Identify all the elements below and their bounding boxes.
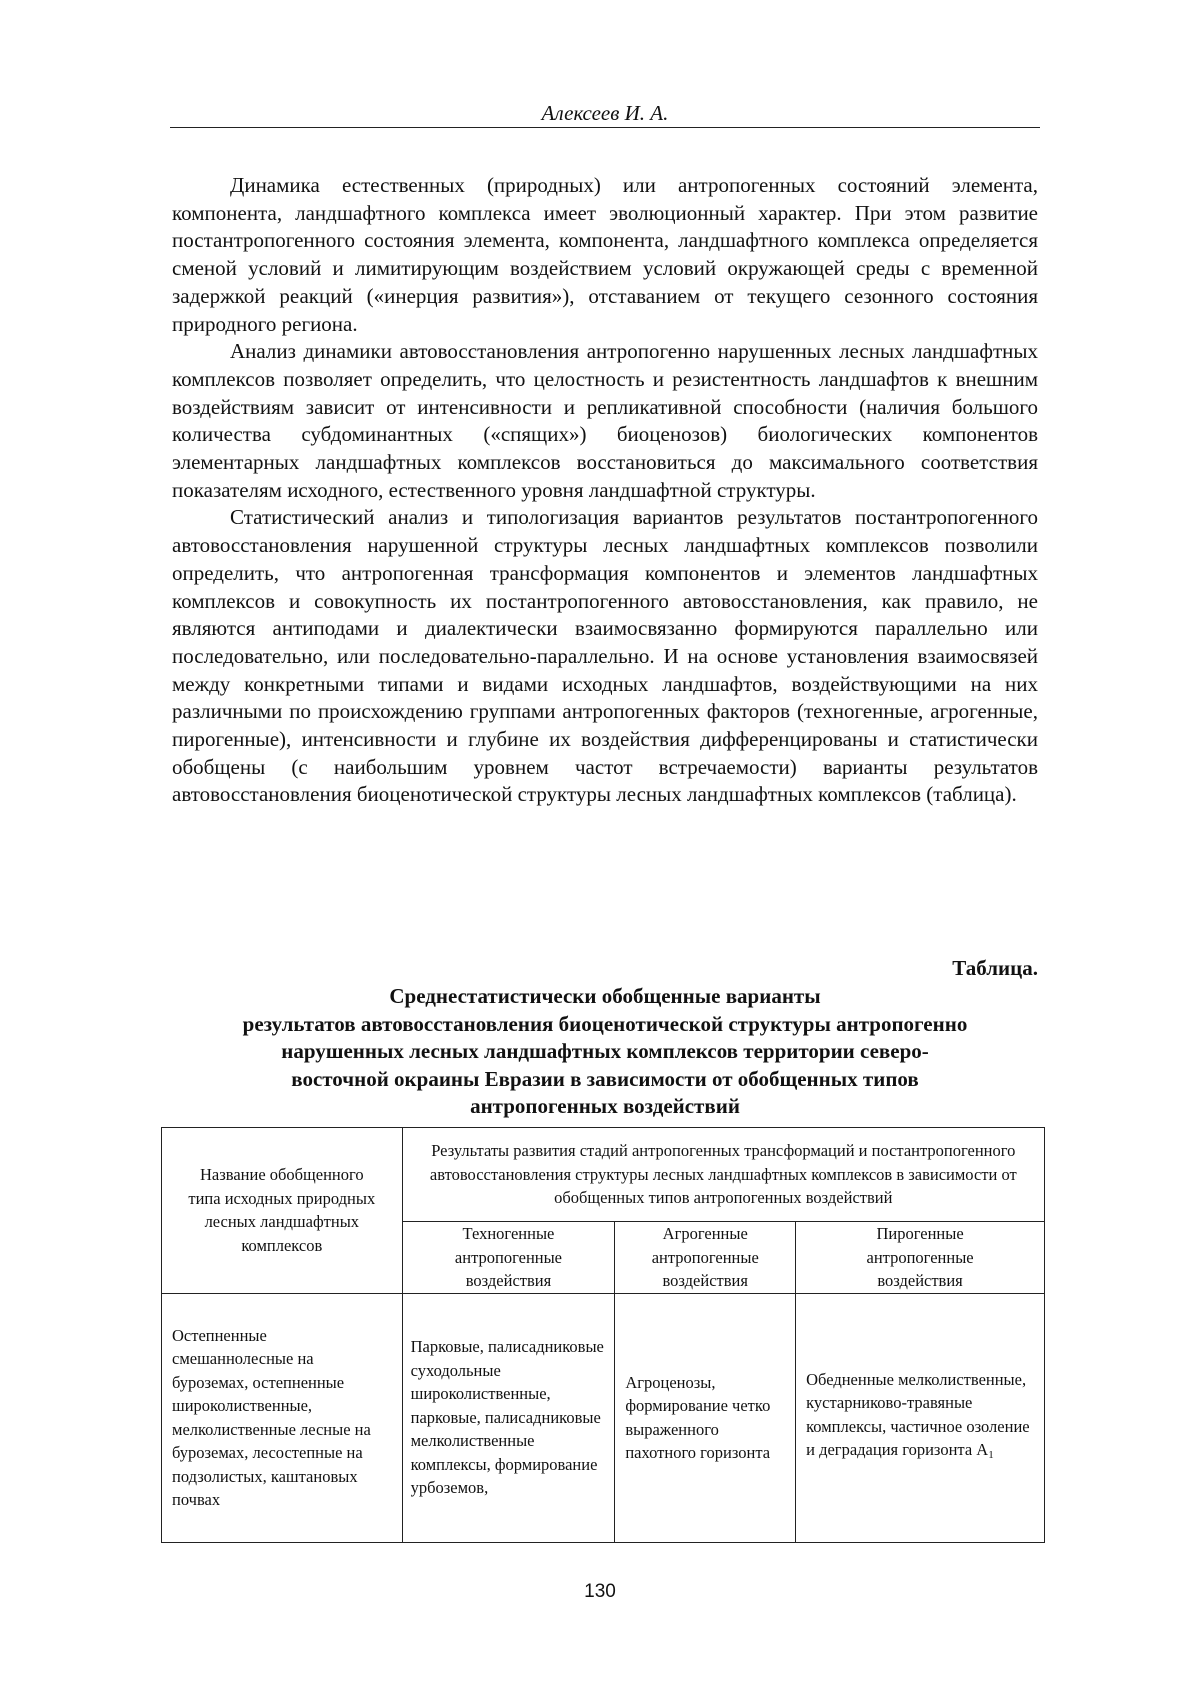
results-table [161, 1127, 1045, 1543]
table-title-line: восточной окраины Евразии в зависимости от обобщенных типов [291, 1066, 919, 1091]
row-agro-cell: Агроценозы, формирование четко выраженного пахотного горизонта [615, 1293, 796, 1542]
page-number: 130 [584, 1581, 616, 1602]
table-title [172, 983, 1038, 1121]
running-header: Алексеев И. А. [541, 101, 669, 125]
paragraph: Динамика естественных (природных) или антропогенных состояний элемента, компонента, ландшафтного комплекса имеет эволюционный характер. При этом развитие постантропогенного состояния элемента, компонента, ландшафтного комплекса определяется сменой условий и лимитирующим воздействием условий окружающей среды с временной задержкой реакций («инерция развития»), отставанием от текущего сезонного состояния природного региона. [172, 173, 1038, 336]
row-pyro-cell [796, 1293, 1045, 1542]
table-title-line: нарушенных лесных ландшафтных комплексов территории северо- [281, 1039, 929, 1063]
table-header-row [162, 1128, 1045, 1222]
table-row [162, 1293, 1045, 1542]
body-text [172, 172, 1038, 809]
table-title-line: Среднестатистически обобщенные варианты [389, 984, 821, 1008]
paragraph: Статистический анализ и типологизация вариантов результатов постантропогенного автовосстановления нарушенной структуры лесных ландшафтных комплексов позволили определить, что антропогенная трансформация компонентов и элементов ландшафтных комплексов и совокупность их постантропогенного автовосстановления, как правило, не являются антиподами и диалектически взаимосвязанно формируются параллельно или последовательно, или последовательно-параллельно. И на основе установления взаимосвязей между конкретными типами и видами исходных ландшафтов, воздействующими на них различными по происхождению группами антропогенных факторов (техногенные, агрогенные, пирогенные), интенсивности и глубине их воздействия дифференцированы и статистически обобщены (с наибольшим уровнем частот встречаемости) варианты результатов автовосстановления биоценотической структуры лесных ландшафтных комплексов (таблица). [172, 505, 1038, 807]
header-type-cell: Название обобщенного типа исходных природных лесных ландшафтных комплексов [162, 1128, 403, 1294]
horizon-subscript: 1 [988, 1449, 994, 1461]
header-results-cell: Результаты развития стадий антропогенных трансформаций и постантропогенного автовосстановления структуры лесных ландшафтных комплексов в зависимости от обобщенных типов антропогенных воздействий [402, 1128, 1044, 1222]
table-title-line: антропогенных воздействий [470, 1094, 740, 1118]
header-rule [170, 127, 1040, 128]
table-label: Таблица. [952, 956, 1038, 980]
row-type-cell: Остепненные смешаннолесные на буроземах, остепненные широколиственные, мелколиственные лесные на буроземах, лесостепные на подзолистых, каштановых почвах [162, 1293, 403, 1542]
header-agro-cell: Агрогенные антропогенные воздействия [615, 1222, 796, 1294]
row-pyro-text: Обедненные мелколиственные, кустарниково-травяные комплексы, частичное озоление и деградация горизонта А [806, 1369, 1030, 1459]
header-techno-cell: Техногенные антропогенные воздействия [402, 1222, 615, 1294]
row-techno-cell: Парковые, палисадниковые суходольные широколиственные, парковые, палисадниковые мелколиственные комплексы, формирование урбоземов, [402, 1293, 615, 1542]
paragraph: Анализ динамики автовосстановления антропогенно нарушенных лесных ландшафтных комплексов позволяет определить, что целостность и резистентность ландшафтов к внешним воздействиям зависит от интенсивности и репликативной способности (наличия большого количества субдоминантных («спящих») биоценозов) биологических компонентов элементарных ландшафтных комплексов восстановиться до максимального соответствия показателям исходного, естественного уровня ландшафтной структуры. [172, 339, 1038, 502]
table-title-line: результатов автовосстановления биоценотической структуры антропогенно [242, 1011, 968, 1036]
header-pyro-cell: Пирогенные антропогенные воздействия [796, 1222, 1045, 1294]
